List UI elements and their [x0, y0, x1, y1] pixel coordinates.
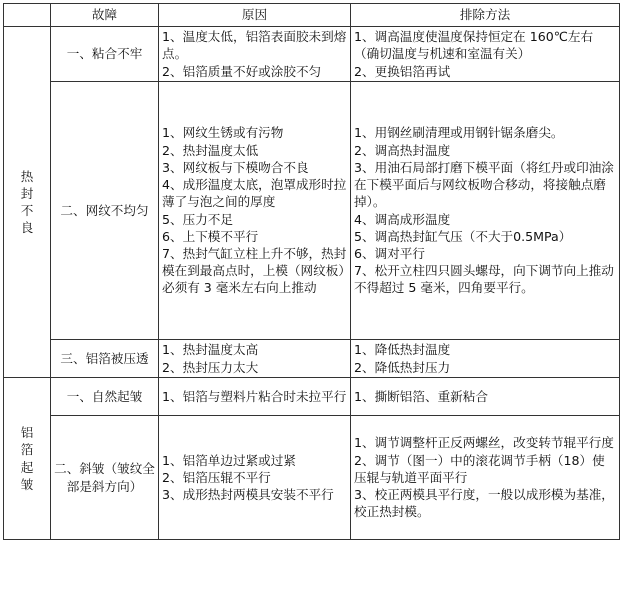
header-fault: 故障: [51, 4, 159, 27]
cause-cell: 1、温度太低，铝箔表面胶未到熔点。 2、铝箔质量不好或涂胶不匀: [159, 27, 351, 82]
table-row: [4, 416, 620, 540]
fault-cell: 一、自然起皱: [51, 378, 159, 416]
header-cause: 原因: [159, 4, 351, 27]
remedy-cell: 1、用钢丝刷清理或用钢针锯条磨尖。 2、调高热封温度 3、用油石局部打磨下模平面（将红丹或印油涂在下模平面后与网纹板吻合移动，将接触点磨掉）。 4、调高成形温度 5、调高热封缸气压（不大于0.5MPa） 6、调对平行 7、松开立柱四只圆头螺母，向下调节向上推动不得超过 5 毫米，四角要平行。: [351, 82, 620, 340]
remedy-cell: 1、降低热封温度 2、降低热封压力: [351, 340, 620, 378]
table-row: [4, 378, 620, 416]
troubleshooting-table: [3, 3, 620, 540]
cause-cell: 1、铝箔与塑料片粘合时未拉平行: [159, 378, 351, 416]
document: [3, 3, 620, 540]
header-row: [4, 4, 620, 27]
remedy-cell: 1、撕断铝箔、重新粘合: [351, 378, 620, 416]
fault-cell: 一、粘合不牢: [51, 27, 159, 82]
table-row: [4, 27, 620, 82]
fault-cell: 二、网纹不均匀: [51, 82, 159, 340]
category-foil-wrinkle: 铝 箔 起 皱: [4, 378, 51, 540]
remedy-cell: 1、调高温度使温度保持恒定在 160℃左右（确切温度与机速和室温有关） 2、更换铝箔再试: [351, 27, 620, 82]
table-row: [4, 82, 620, 340]
header-category: [4, 4, 51, 27]
header-remedy: 排除方法: [351, 4, 620, 27]
cause-cell: 1、热封温度太高 2、热封压力太大: [159, 340, 351, 378]
fault-cell: 二、斜皱（皱纹全部是斜方向）: [51, 416, 159, 540]
fault-cell: 三、铝箔被压透: [51, 340, 159, 378]
category-heat-seal-poor: 热 封 不 良: [4, 27, 51, 378]
remedy-cell: 1、调节调整杆正反两螺丝，改变转节辊平行度 2、调节（图一）中的滚花调节手柄（18）使压辊与轨道平面平行 3、校正两模具平行度，一般以成形模为基准，校正热封模。: [351, 416, 620, 540]
cause-cell: 1、铝箔单边过紧或过紧 2、铝箔压辊不平行 3、成形热封两模具安装不平行: [159, 416, 351, 540]
cause-cell: 1、网纹生锈或有污物 2、热封温度太低 3、网纹板与下模吻合不良 4、成形温度太底，泡罩成形时拉薄了与泡之间的厚度 5、压力不足 6、上下模不平行 7、热封气缸立柱上升不够，热封模在到最高点时，上模（网纹板）必须有 3 毫米左右向上推动: [159, 82, 351, 340]
table-row: [4, 340, 620, 378]
